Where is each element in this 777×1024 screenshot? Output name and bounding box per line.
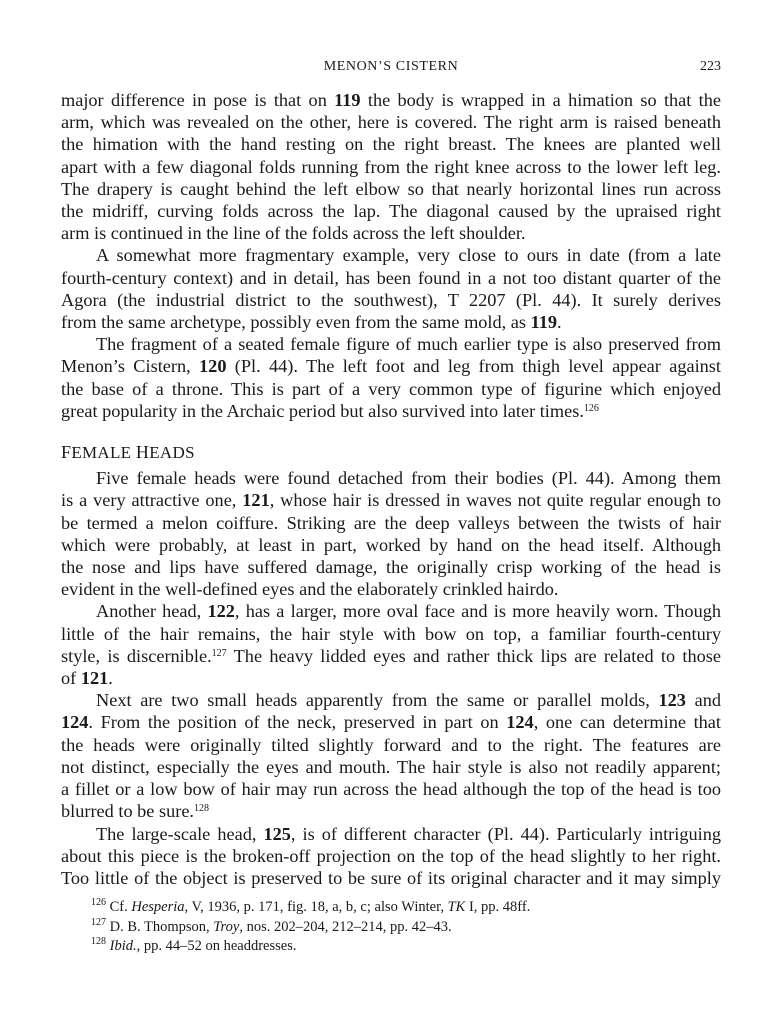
paragraph-4	[61, 467, 721, 600]
text-line: the nose and lips have suffered damage, the originally crisp working of the head is	[61, 557, 721, 578]
catalog-ref: 121	[242, 490, 270, 511]
footnote-number: 126	[91, 897, 106, 908]
text-line: major difference in pose is that on 119 the body is wrapped in a himation so that the	[61, 90, 721, 110]
text-line: apart with a few diagonal folds running from the right knee across to the lower left leg.	[61, 156, 721, 177]
text-line: of 121.	[61, 668, 113, 689]
paragraph-3	[61, 333, 721, 422]
text-line: Agora (the industrial district to the southwest), T 2207 (Pl. 44). It surely derives	[61, 289, 721, 310]
text-line: The drapery is caught behind the left elbow so that nearly horizontal lines run across	[61, 178, 721, 199]
catalog-ref: 123	[658, 690, 686, 711]
text-line: blurred to be sure.$^{128}$	[61, 801, 210, 822]
text-line: Five female heads were found detached from their bodies (Pl. 44). Among them	[96, 468, 721, 489]
text-line: Next are two small heads apparently from the same or parallel molds, 123 and	[96, 690, 722, 711]
footnote: $^{128}$ Ibid., pp. 44–52 on headdresses.	[91, 936, 297, 954]
text-line: fourth-century context) and in detail, has been found in a not too distant quarter of the	[61, 267, 721, 288]
footnote-number: 128	[91, 936, 106, 947]
footnote: $^{126}$ Cf. Hesperia, V, 1936, p. 171, fig. 18, a, b, c; also Winter, TK I, pp. 48ff.	[91, 897, 531, 915]
paragraph-7	[61, 823, 721, 890]
text-line: arm, which was revealed on the other, here is covered. The right arm is raised beneath	[61, 112, 721, 133]
catalog-ref: 119	[334, 90, 361, 110]
catalog-ref: 120	[199, 356, 227, 377]
text-line: little of the hair remains, the hair style with bow on top, a familiar fourth-century	[61, 623, 721, 644]
footnote-ref: 127	[211, 647, 227, 659]
running-header	[61, 59, 721, 79]
catalog-ref: 122	[207, 601, 235, 622]
text-line: The large-scale head, 125, is of different character (Pl. 44). Particularly intriguing	[96, 823, 721, 844]
body-text	[61, 89, 721, 889]
catalog-ref: 121	[80, 668, 109, 689]
section-heading: FEMALE HEADS	[61, 442, 195, 463]
catalog-ref: 119	[530, 312, 558, 333]
text-line: arm is continued in the line of the folds across the left shoulder.	[61, 223, 526, 244]
text-line: great popularity in the Archaic period but also survived into later times.$^{126}$	[61, 400, 599, 421]
footnote-ref: 126	[583, 402, 599, 414]
text-line: the heads were originally tilted slightly forward and to the right. The features are	[61, 734, 721, 755]
footnote-number: 127	[91, 916, 106, 928]
paragraph-1	[61, 89, 721, 244]
paragraph-6	[61, 689, 721, 822]
page-number: 223	[700, 59, 721, 74]
text-line: be termed a melon coiffure. Striking are the deep valleys between the twists of hair	[61, 512, 721, 533]
text-line: The fragment of a seated female figure of much earlier type is also preserved from	[96, 334, 721, 355]
paragraph-2	[61, 244, 721, 333]
catalog-ref: 124	[506, 712, 534, 733]
text-line: Menon’s Cistern, 120 (Pl. 44). The left foot and leg from thigh level appear against	[61, 356, 721, 377]
footnote-ref: 128	[194, 803, 210, 815]
text-line: a fillet or a low bow of hair may run across the head although the top of the head is too	[61, 779, 721, 800]
text-line: not distinct, especially the eyes and mouth. The hair style is also not readily apparent;	[61, 756, 721, 777]
text-line: Too little of the object is preserved to be sure of its original character and it may simply	[61, 867, 721, 888]
text-line: style, is discernible.$^{127}$ The heavy lidded eyes and rather thick lips are related to those	[61, 645, 721, 666]
text-line: which were probably, at least in part, worked by hand on the head itself. Although	[61, 534, 721, 555]
text-line: from the same archetype, possibly even from the same mold, as 119.	[61, 312, 562, 333]
text-line: A somewhat more fragmentary example, very close to ours in date (from a late	[96, 245, 721, 266]
text-line: the midriff, curving folds across the lap. The diagonal caused by the upraised right	[61, 201, 721, 222]
running-title: MENON’S CISTERN	[323, 59, 459, 74]
text-line: the base of a throne. This is part of a very common type of figurine which enjoyed	[61, 378, 721, 399]
text-line: Another head, 122, has a larger, more oval face and is more heavily worn. Though	[96, 601, 721, 622]
footnote: $^{127}$ D. B. Thompson, Troy, nos. 202–204, 212–214, pp. 42–43.	[91, 916, 452, 935]
text-line: evident in the well-defined eyes and the elaborately crinkled hairdo.	[61, 579, 559, 600]
catalog-ref: 124	[61, 712, 89, 733]
text-line: is a very attractive one, 121, whose hair is dressed in waves not quite regular enough to	[61, 490, 721, 511]
catalog-ref: 125	[263, 823, 291, 844]
text-line: the himation with the hand resting on the right breast. The knees are planted well	[61, 134, 721, 155]
text-line: 124. From the position of the neck, preserved in part on 124, one can determine that	[61, 712, 721, 733]
paragraph-5	[61, 600, 721, 689]
footnotes	[91, 898, 721, 957]
text-line: about this piece is the broken-off projection on the top of the head slightly to her right.	[61, 845, 721, 866]
